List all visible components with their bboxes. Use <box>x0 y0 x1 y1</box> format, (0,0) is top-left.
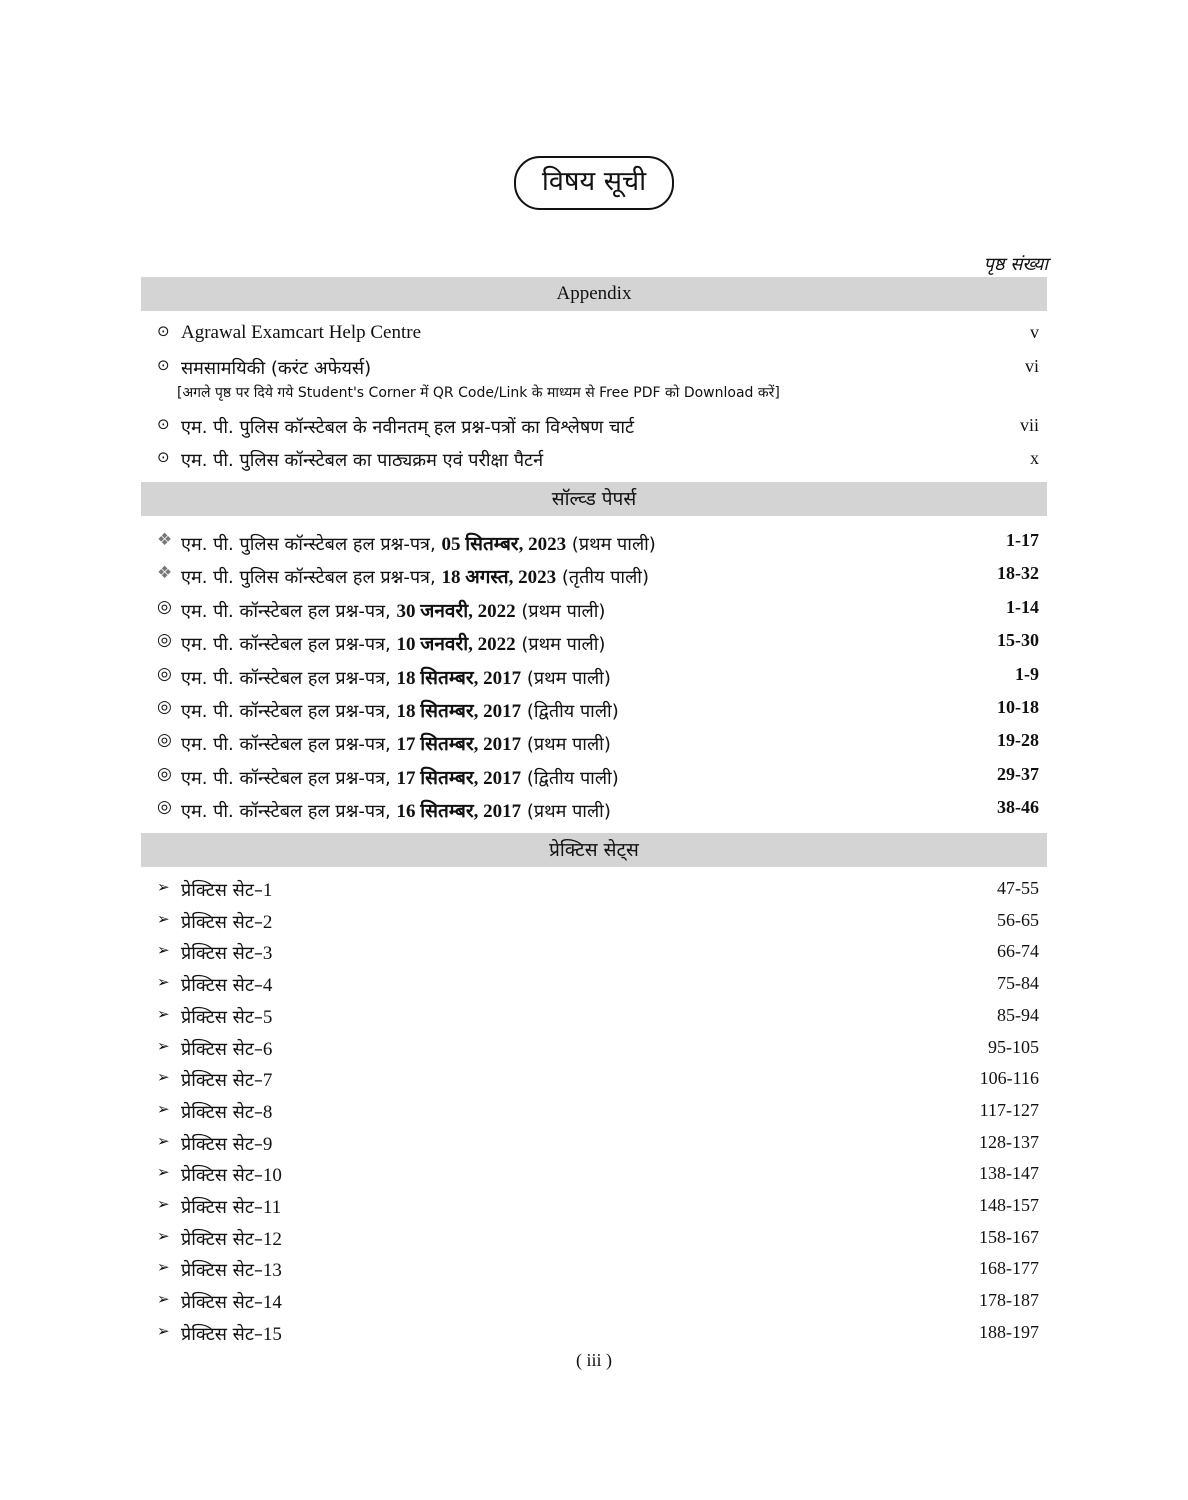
toc-entry-page: 1-17 <box>1006 530 1039 550</box>
arrow-bullet-icon: ➢ <box>157 1163 170 1182</box>
practice-set-number: 13 <box>262 1260 282 1282</box>
entry-shift: (तृतीय पाली) <box>556 567 649 589</box>
practice-set-name: प्रेक्टिस सेट– <box>181 1323 263 1345</box>
toc-entry-label: समसामयिकी (करंट अफेयर्स) <box>181 358 372 379</box>
toc-entry-label <box>181 797 611 823</box>
arrow-bullet-icon: ➢ <box>157 1290 170 1309</box>
practice-set-name: प्रेक्टिस सेट– <box>181 1260 263 1282</box>
solved-papers-heading: सॉल्व्ड पेपर्स <box>141 482 1047 516</box>
practice-set-number: 9 <box>262 1133 273 1155</box>
entry-title: एम. पी. कॉन्स्टेबल हल प्रश्न-पत्र, <box>181 634 397 656</box>
entry-title: एम. पी. पुलिस कॉन्स्टेबल हल प्रश्न-पत्र, <box>181 567 442 589</box>
practice-set-name: प्रेक्टिस सेट– <box>181 1165 263 1187</box>
toc-entry-page: x <box>1030 448 1039 468</box>
arrow-bullet-icon: ➢ <box>157 1321 170 1340</box>
diamond-cluster-icon: ❖ <box>157 563 173 584</box>
toc-entry-label <box>181 1227 282 1251</box>
entry-shift: (प्रथम पाली) <box>566 534 656 555</box>
entry-shift: (प्रथम पाली) <box>515 600 606 622</box>
toc-entry-page: 10-18 <box>997 697 1039 717</box>
arrow-bullet-icon: ➢ <box>157 878 170 896</box>
toc-entry-page: 19-28 <box>997 730 1039 751</box>
practice-set-number: 14 <box>262 1292 282 1314</box>
practice-sets-heading: प्रेक्टिस सेट्स <box>141 833 1047 867</box>
entry-shift: (द्वितीय पाली) <box>521 767 619 789</box>
arrow-bullet-icon: ➢ <box>157 1195 170 1213</box>
toc-entry-page: 158-167 <box>979 1226 1039 1247</box>
entry-date: 16 सितम्बर, 2017 <box>396 801 522 823</box>
toc-entry-page: 56-65 <box>997 909 1039 930</box>
double-circle-icon: ◎ <box>157 630 172 651</box>
toc-entry-label <box>181 1005 272 1029</box>
toc-entry-label <box>181 1322 282 1346</box>
toc-entry-label <box>181 1195 281 1219</box>
toc-entry-page: 66-74 <box>997 941 1039 962</box>
arrow-bullet-icon: ➢ <box>157 1258 170 1277</box>
appendix-section <box>141 277 1047 311</box>
toc-entry-page: 1-9 <box>1015 663 1039 684</box>
practice-set-number: 7 <box>262 1070 273 1092</box>
practice-set-name: प्रेक्टिस सेट– <box>181 943 263 965</box>
practice-set-name: प्रेक्टिस सेट– <box>181 1101 263 1123</box>
toc-entry-label <box>181 697 619 723</box>
toc-entry-label <box>181 941 272 965</box>
circle-dot-icon: ⊙ <box>157 322 170 340</box>
arrow-bullet-icon: ➢ <box>157 941 170 960</box>
entry-date: 18 सितम्बर, 2017 <box>396 701 522 722</box>
toc-entry-page: 75-84 <box>997 973 1039 994</box>
practice-set-name: प्रेक्टिस सेट– <box>181 1292 263 1314</box>
practice-set-number: 3 <box>262 943 273 965</box>
practice-set-number: 10 <box>262 1165 282 1187</box>
double-circle-icon: ◎ <box>157 797 172 818</box>
toc-entry-label <box>181 530 656 556</box>
toc-entry-label <box>181 563 649 589</box>
appendix-heading: Appendix <box>141 277 1047 311</box>
page-number-footer: ( iii ) <box>576 1350 612 1370</box>
toc-entry-page: 168-177 <box>979 1258 1039 1279</box>
entry-shift: (प्रथम पाली) <box>521 734 611 756</box>
page-number-column-label: पृष्ठ संख्या <box>983 254 1048 275</box>
entry-date: 17 सितम्बर, 2017 <box>396 734 522 756</box>
toc-entry-page: vi <box>1024 356 1039 376</box>
practice-set-number: 11 <box>262 1197 282 1218</box>
circle-dot-icon: ⊙ <box>157 356 170 374</box>
practice-sets-section <box>141 833 1047 867</box>
arrow-bullet-icon: ➢ <box>157 1004 170 1023</box>
practice-set-number: 2 <box>262 911 273 933</box>
arrow-bullet-icon: ➢ <box>157 1131 170 1150</box>
practice-set-number: 1 <box>262 880 273 901</box>
circle-dot-icon: ⊙ <box>157 415 170 433</box>
toc-entry-label <box>181 1163 282 1187</box>
practice-set-number: 12 <box>262 1228 282 1250</box>
toc-entry-label: Agrawal Examcart Help Centre <box>181 322 422 343</box>
practice-set-name: प्रेक्टिस सेट– <box>181 1133 263 1155</box>
toc-entry-label <box>181 630 605 656</box>
entry-shift: (प्रथम पाली) <box>521 667 611 689</box>
entry-title: एम. पी. कॉन्स्टेबल हल प्रश्न-पत्र, <box>181 600 397 622</box>
toc-entry-page: 106-116 <box>979 1068 1039 1089</box>
entry-date: 05 सितम्बर, 2023 <box>441 534 567 555</box>
practice-set-name: प्रेक्टिस सेट– <box>181 911 263 933</box>
practice-set-name: प्रेक्टिस सेट– <box>181 1038 263 1060</box>
entry-title: एम. पी. पुलिस कॉन्स्टेबल हल प्रश्न-पत्र, <box>181 534 442 555</box>
toc-entry-label <box>181 730 611 756</box>
entry-date: 18 अगस्त, 2023 <box>441 567 557 589</box>
practice-set-number: 6 <box>262 1038 273 1060</box>
practice-set-name: प्रेक्टिस सेट– <box>181 1197 263 1218</box>
toc-entry-page: vii <box>1019 415 1039 435</box>
practice-set-number: 15 <box>262 1323 282 1345</box>
toc-entry-page: 18-32 <box>997 563 1039 584</box>
toc-entry-label <box>181 910 272 934</box>
entry-shift: (द्वितीय पाली) <box>521 701 619 722</box>
toc-entry-label <box>181 1132 272 1156</box>
toc-entry-page: 38-46 <box>997 797 1039 818</box>
toc-entry-label <box>181 1100 272 1124</box>
toc-entry-label: एम. पी. पुलिस कॉन्स्टेबल का पाठ्यक्रम एवं परीक्षा पैटर्न <box>181 450 544 471</box>
arrow-bullet-icon: ➢ <box>157 1099 170 1118</box>
toc-entry-label <box>181 764 619 790</box>
toc-entry-page: 85-94 <box>997 1004 1039 1025</box>
circle-dot-icon: ⊙ <box>157 448 170 466</box>
toc-entry-page: 188-197 <box>979 1321 1039 1342</box>
toc-entry-page: 95-105 <box>988 1036 1039 1057</box>
practice-set-number: 5 <box>262 1006 273 1028</box>
toc-entry-page: 1-14 <box>1006 596 1039 617</box>
entry-date: 10 जनवरी, 2022 <box>396 634 516 656</box>
download-note: [अगले पृष्ठ पर दिये गये Student's Corner में QR Code/Link के माध्यम से Free PDF को Download करें] <box>177 385 780 401</box>
arrow-bullet-icon: ➢ <box>157 973 170 992</box>
diamond-cluster-icon: ❖ <box>157 530 173 550</box>
toc-entry-label <box>181 1068 272 1092</box>
practice-set-number: 4 <box>262 975 273 997</box>
toc-entry-page: 29-37 <box>997 763 1039 784</box>
toc-entry-page: 138-147 <box>979 1163 1039 1184</box>
toc-entry-label <box>181 973 272 997</box>
toc-entry-label <box>181 1037 272 1061</box>
toc-entry-label <box>181 1258 282 1282</box>
double-circle-icon: ◎ <box>157 697 172 717</box>
entry-shift: (प्रथम पाली) <box>515 634 606 656</box>
toc-entry-label: एम. पी. पुलिस कॉन्स्टेबल के नवीनतम् हल प्रश्न-पत्रों का विश्लेषण चार्ट <box>181 417 635 438</box>
entry-title: एम. पी. कॉन्स्टेबल हल प्रश्न-पत्र, <box>181 701 397 722</box>
entry-shift: (प्रथम पाली) <box>521 801 611 823</box>
practice-set-number: 8 <box>262 1101 273 1123</box>
entry-date: 17 सितम्बर, 2017 <box>396 767 522 789</box>
toc-entry-page: 178-187 <box>979 1290 1039 1311</box>
toc-entry-page: 117-127 <box>979 1099 1039 1120</box>
double-circle-icon: ◎ <box>157 663 172 684</box>
toc-entry-label <box>181 1290 282 1314</box>
toc-entry-label <box>181 878 272 902</box>
double-circle-icon: ◎ <box>157 596 172 617</box>
entry-date: 30 जनवरी, 2022 <box>396 600 516 622</box>
toc-entry-page: 15-30 <box>997 630 1039 651</box>
double-circle-icon: ◎ <box>157 763 172 784</box>
toc-entry-page: 128-137 <box>979 1131 1039 1152</box>
page-title: विषय सूची <box>514 156 674 210</box>
toc-entry-page: 47-55 <box>997 878 1039 898</box>
practice-set-name: प्रेक्टिस सेट– <box>181 880 263 901</box>
entry-title: एम. पी. कॉन्स्टेबल हल प्रश्न-पत्र, <box>181 767 397 789</box>
toc-entry-label <box>181 597 605 623</box>
solved-papers-section <box>141 482 1047 516</box>
practice-set-name: प्रेक्टिस सेट– <box>181 975 263 997</box>
entry-title: एम. पी. कॉन्स्टेबल हल प्रश्न-पत्र, <box>181 734 397 756</box>
arrow-bullet-icon: ➢ <box>157 909 170 928</box>
entry-title: एम. पी. कॉन्स्टेबल हल प्रश्न-पत्र, <box>181 667 397 689</box>
practice-set-name: प्रेक्टिस सेट– <box>181 1006 263 1028</box>
practice-set-name: प्रेक्टिस सेट– <box>181 1228 263 1250</box>
title-container <box>0 156 1188 210</box>
toc-entry-page: v <box>1030 322 1039 342</box>
arrow-bullet-icon: ➢ <box>157 1226 170 1245</box>
practice-set-name: प्रेक्टिस सेट– <box>181 1070 263 1092</box>
arrow-bullet-icon: ➢ <box>157 1068 170 1087</box>
double-circle-icon: ◎ <box>157 730 172 751</box>
entry-date: 18 सितम्बर, 2017 <box>396 667 522 689</box>
arrow-bullet-icon: ➢ <box>157 1036 170 1055</box>
toc-entry-label <box>181 664 611 690</box>
entry-title: एम. पी. कॉन्स्टेबल हल प्रश्न-पत्र, <box>181 801 397 823</box>
toc-entry-page: 148-157 <box>979 1195 1039 1215</box>
